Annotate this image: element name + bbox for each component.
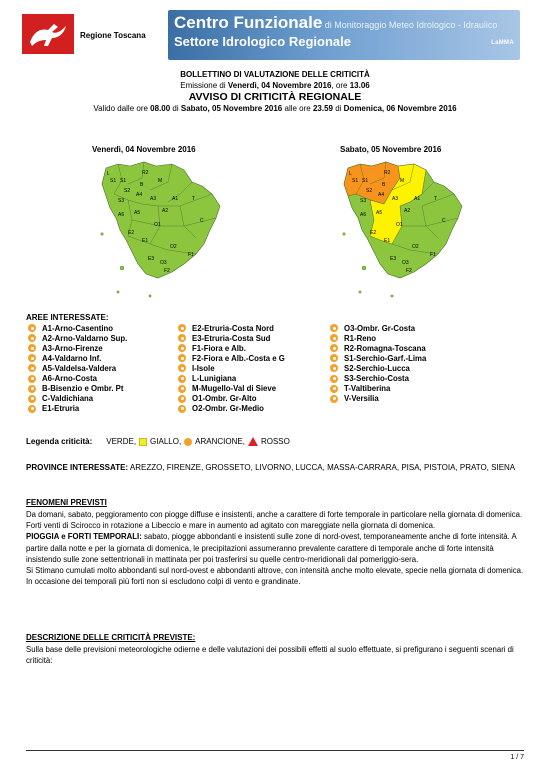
provinces: PROVINCE INTERESSATE: AREZZO, FIRENZE, GROSSETO, LIVORNO, LUCCA, MASSA-CARRARA, PISA, PISTOIA, PRATO, SIENA: [26, 463, 516, 472]
svg-text:F1: F1: [188, 252, 194, 258]
orange-alert-icon: [178, 334, 186, 342]
svg-text:A5: A5: [134, 210, 141, 216]
svg-text:S1: S1: [362, 178, 369, 184]
svg-text:O3: O3: [160, 260, 167, 266]
area-item: [28, 363, 127, 373]
bulletin-title: BOLLETTINO DI VALUTAZIONE DELLE CRITICITÀ: [180, 70, 370, 79]
area-item: [330, 373, 426, 383]
area-item: [178, 394, 285, 404]
area-item: [28, 404, 127, 414]
area-label: S3-Serchio-Costa: [344, 374, 409, 384]
svg-text:A4: A4: [136, 192, 143, 198]
footer-divider: [26, 750, 524, 751]
map-right-date: Sabato, 05 Novembre 2016: [340, 145, 442, 154]
svg-text:A2: A2: [404, 208, 411, 214]
svg-text:M: M: [400, 178, 405, 184]
area-item: [330, 394, 426, 404]
orange-alert-icon: [330, 344, 338, 352]
centro-funzionale-banner: [168, 10, 520, 60]
area-item: [178, 353, 285, 363]
legend-yellow: GIALLO,: [150, 437, 182, 446]
page-header: [0, 0, 550, 62]
area-item: [178, 333, 285, 343]
svg-text:O2: O2: [412, 244, 419, 250]
svg-text:O3: O3: [402, 260, 409, 266]
emission-line: Emissione di Venerdì, 04 Novembre 2016, ore 13.06: [180, 81, 370, 90]
svg-text:B: B: [382, 182, 386, 188]
svg-text:L: L: [107, 171, 110, 177]
red-triangle-icon: [248, 437, 258, 446]
svg-text:A5: A5: [376, 210, 383, 216]
area-label: A6-Arno-Costa: [42, 374, 98, 384]
areas-col-2: [178, 323, 285, 414]
svg-text:L: L: [349, 171, 352, 177]
area-label: B-Bisenzio e Ombr. Pt: [42, 384, 124, 394]
area-label: F1-Fiora e Alb.: [192, 343, 246, 353]
map-saturday: [330, 160, 480, 305]
area-label: S2-Serchio-Lucca: [344, 363, 410, 373]
orange-alert-icon: [28, 334, 36, 342]
svg-text:T: T: [192, 196, 196, 202]
orange-alert-icon: [178, 324, 186, 332]
areas-col-3: [330, 323, 426, 404]
orange-alert-icon: [178, 405, 186, 413]
svg-text:R2: R2: [142, 170, 149, 176]
area-label: E3-Etruria-Costa Sud: [192, 333, 271, 343]
area-label: E2-Etruria-Costa Nord: [192, 323, 274, 333]
area-label: A2-Arno-Valdarno Sup.: [42, 333, 128, 343]
orange-dot-icon: [184, 438, 192, 446]
svg-text:B: B: [140, 182, 144, 188]
area-label: A3-Arno-Firenze: [42, 343, 103, 353]
area-label: L-Lunigiana: [192, 374, 237, 384]
warning-title: AVVISO DI CRITICITÀ REGIONALE: [188, 91, 362, 103]
map-left-date: Venerdì, 04 Novembre 2016: [92, 145, 196, 154]
svg-text:S3: S3: [360, 198, 367, 204]
legend-label: Legenda criticità:: [26, 437, 93, 446]
svg-text:S3: S3: [118, 198, 125, 204]
criticality-text: Sulla base delle previsioni meteorologiche odierne e delle valutazioni dei possibili effetti al suolo effettuate, si prefigurano i seguenti scenari di criticità:: [26, 645, 514, 666]
area-item: [330, 323, 426, 333]
area-item: [178, 363, 285, 373]
criticality-legend: [26, 437, 290, 446]
orange-alert-icon: [28, 405, 36, 413]
area-item: [178, 373, 285, 383]
orange-alert-icon: [178, 395, 186, 403]
banner-subtitle: Settore Idrologico Regionale: [174, 34, 351, 49]
svg-text:M: M: [158, 178, 163, 184]
svg-text:E1: E1: [142, 238, 149, 244]
area-label: A1-Arno-Casentino: [42, 323, 114, 333]
lamma-logo: LaMMA: [491, 40, 514, 46]
svg-text:S1: S1: [120, 178, 127, 184]
svg-text:E1: E1: [384, 238, 391, 244]
svg-text:A6: A6: [118, 212, 125, 218]
svg-text:F1: F1: [430, 252, 436, 258]
pegasus-icon: [26, 18, 70, 50]
area-item: [28, 373, 127, 383]
legend-orange: ARANCIONE,: [195, 437, 245, 446]
regione-toscana-logo: [22, 14, 74, 54]
orange-alert-icon: [28, 385, 36, 393]
svg-text:F2: F2: [164, 268, 170, 274]
svg-text:A3: A3: [150, 196, 157, 202]
svg-text:O2: O2: [170, 244, 177, 250]
svg-text:O1: O1: [154, 222, 161, 228]
yellow-square-icon: [139, 438, 147, 446]
svg-text:T: T: [434, 196, 438, 202]
area-label: O2-Ombr. Gr-Medio: [192, 404, 264, 414]
area-item: [178, 384, 285, 394]
svg-text:S2: S2: [366, 188, 373, 194]
area-label: F2-Fiora e Alb.-Costa e G: [192, 353, 285, 363]
legend-red: ROSSO: [260, 437, 290, 446]
svg-text:E2: E2: [370, 230, 377, 236]
svg-text:E3: E3: [390, 256, 397, 262]
area-item: [330, 384, 426, 394]
banner-title: Centro Funzionale di Monitoraggio Meteo Idrologico - Idraulico: [174, 13, 498, 32]
svg-text:S1: S1: [352, 178, 359, 184]
orange-alert-icon: [330, 354, 338, 362]
phenomena-p1: Da domani, sabato, peggioramento con piogge diffuse e insistenti, anche a carattere di forte temporale in particolare nella giornata di domenica. Forti venti di Scirocco in rotazione a Libeccio e mare in aumento ad agitato con mareggiate nella giornata di domenica.: [26, 510, 523, 531]
area-item: [330, 353, 426, 363]
area-item: [178, 343, 285, 353]
svg-text:F2: F2: [406, 268, 412, 274]
orange-alert-icon: [28, 324, 36, 332]
phenomena-p3: Si Stimano cumulati molto abbondanti sul nord-ovest e abbondanti altrove, con intensità anche molto elevate, specie nella giornata di domenica. In occasione dei temporali più forti non si escludono colpi di vento e grandinate.: [26, 566, 524, 587]
orange-alert-icon: [178, 354, 186, 362]
area-item: [28, 353, 127, 363]
areas-title: AREE INTERESSATE:: [26, 313, 109, 322]
area-item: [28, 323, 127, 333]
svg-text:A4: A4: [378, 192, 385, 198]
svg-text:R2: R2: [384, 170, 391, 176]
area-item: [28, 384, 127, 394]
area-item: [330, 363, 426, 373]
svg-text:E2: E2: [128, 230, 135, 236]
validity-line: Valido dalle ore 08.00 di Sabato, 05 Novembre 2016 alle ore 23.59 di Domenica, 06 Novembre 2016: [93, 104, 457, 113]
area-item: [28, 343, 127, 353]
svg-text:C: C: [442, 218, 446, 224]
area-label: V-Versilia: [344, 394, 379, 404]
area-label: C-Valdichiana: [42, 394, 94, 404]
area-label: T-Valtiberina: [344, 384, 391, 394]
orange-alert-icon: [178, 344, 186, 352]
svg-text:O1: O1: [396, 222, 403, 228]
orange-alert-icon: [178, 364, 186, 372]
orange-alert-icon: [28, 364, 36, 372]
area-label: I-Isole: [192, 363, 215, 373]
svg-text:C: C: [200, 218, 204, 224]
area-item: [28, 394, 127, 404]
phenomena-p2: PIOGGIA e FORTI TEMPORALI: sabato, piogge abbondanti e insistenti sulle zone di nord-ovest, temporaneamente anche di forte intensità. A partire dalla notte e per la giornata di domenica, le precipitazioni assumeranno prevalente carattere di temporale anche di forte intensità insistendo sulle zone settentrionali in mattinata per poi trasferirsi su quelle centro-meridionali dal pomeriggio-sera.: [26, 532, 517, 564]
criticality-title: DESCRIZIONE DELLE CRITICITÀ PREVISTE:: [26, 633, 196, 642]
svg-text:A2: A2: [162, 208, 169, 214]
area-item: [330, 343, 426, 353]
orange-alert-icon: [330, 385, 338, 393]
svg-text:A6: A6: [360, 212, 367, 218]
svg-text:A1: A1: [414, 196, 421, 202]
phenomena-title: FENOMENI PREVISTI: [26, 498, 107, 507]
area-label: M-Mugello-Val di Sieve: [192, 384, 277, 394]
svg-text:A3: A3: [392, 196, 399, 202]
orange-alert-icon: [330, 395, 338, 403]
orange-alert-icon: [28, 375, 36, 383]
page-number: 1 / 7: [510, 754, 524, 761]
orange-alert-icon: [28, 354, 36, 362]
bulletin-titles: [0, 70, 550, 114]
orange-alert-icon: [330, 364, 338, 372]
legend-green: VERDE,: [106, 437, 137, 446]
orange-alert-icon: [28, 344, 36, 352]
orange-alert-icon: [330, 375, 338, 383]
phenomena-text: [26, 509, 526, 587]
area-label: R1-Reno: [344, 333, 377, 343]
area-label: S1-Serchio-Garf.-Lima: [344, 353, 427, 363]
areas-col-1: [28, 323, 127, 414]
orange-alert-icon: [330, 334, 338, 342]
svg-text:S2: S2: [124, 188, 131, 194]
orange-alert-icon: [28, 395, 36, 403]
region-name: Regione Toscana: [80, 31, 146, 40]
area-item: [178, 323, 285, 333]
area-item: [330, 333, 426, 343]
svg-text:E3: E3: [148, 256, 155, 262]
orange-alert-icon: [330, 324, 338, 332]
area-label: E1-Etruria: [42, 404, 80, 414]
area-label: A4-Valdarno Inf.: [42, 353, 102, 363]
svg-text:S1: S1: [110, 178, 117, 184]
area-label: R2-Romagna-Toscana: [344, 343, 426, 353]
area-label: O1-Ombr. Gr-Alto: [192, 394, 257, 404]
orange-alert-icon: [178, 385, 186, 393]
area-label: A5-Valdelsa-Valdera: [42, 363, 117, 373]
svg-text:A1: A1: [172, 196, 179, 202]
orange-alert-icon: [178, 375, 186, 383]
area-item: [28, 333, 127, 343]
area-item: [178, 404, 285, 414]
map-friday: [88, 160, 238, 305]
area-label: O3-Ombr. Gr-Costa: [344, 323, 416, 333]
